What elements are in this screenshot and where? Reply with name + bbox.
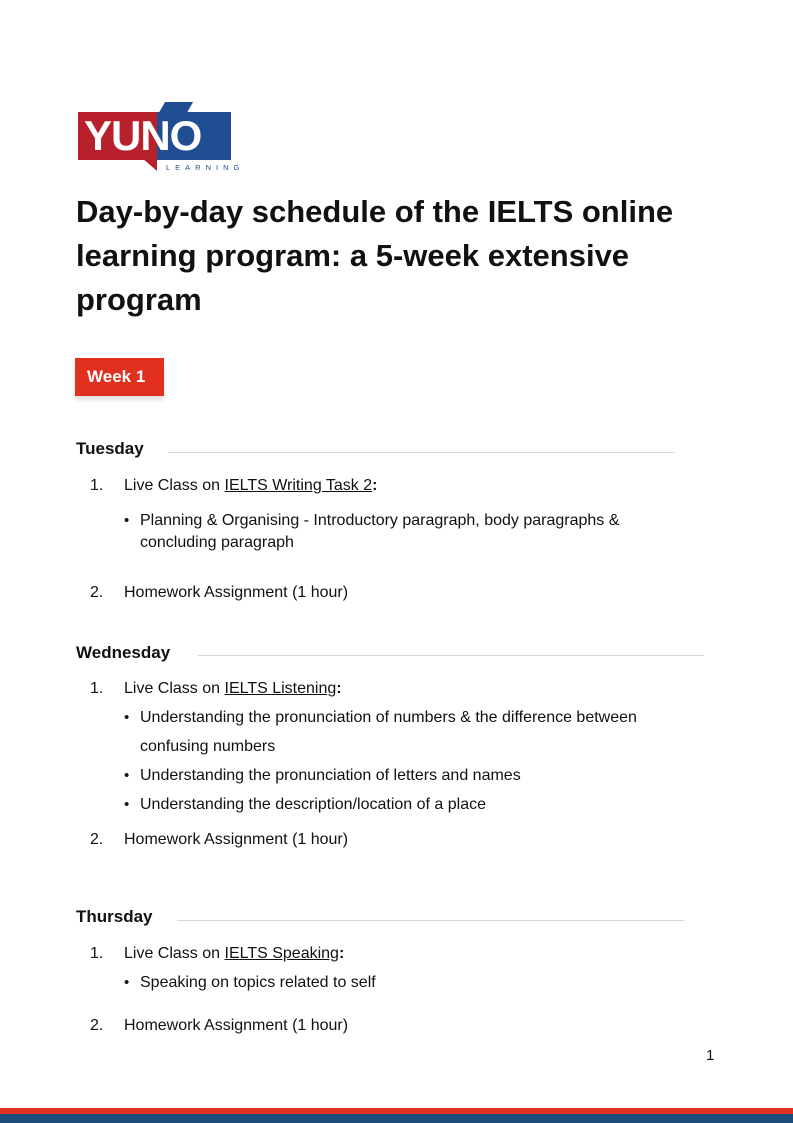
item-colon: : (336, 680, 342, 697)
bullet-text-continued: concluding paragraph (140, 534, 294, 551)
list-item-homework: Homework Assignment (1 hour) (124, 1017, 349, 1034)
item-colon: : (372, 477, 378, 494)
bullet-text: Understanding the pronunciation of numbers & the difference between (140, 709, 637, 726)
bullet-dot: • (124, 796, 130, 813)
item-prefix: Live Class on (124, 945, 225, 962)
list-item-live-class (124, 945, 344, 963)
list-number: 1. (90, 945, 104, 962)
day-divider (177, 920, 684, 921)
bullet-dot: • (124, 974, 130, 991)
list-item-homework: Homework Assignment (1 hour) (124, 831, 349, 848)
logo-brand-text: YUNO (84, 112, 202, 159)
day-heading-thursday: Thursday (76, 907, 153, 926)
day-divider (198, 655, 704, 656)
day-divider (168, 452, 675, 453)
ielts-writing-task-2-link[interactable]: IELTS Writing Task 2 (224, 477, 373, 494)
day-heading-tuesday: Tuesday (76, 439, 144, 458)
ielts-speaking-link[interactable]: IELTS Speaking (224, 945, 339, 962)
logo-speech-tail (142, 158, 157, 171)
bullet-dot: • (124, 512, 130, 529)
list-item-live-class (124, 477, 377, 495)
list-item-homework: Homework Assignment (1 hour) (124, 584, 349, 601)
list-number: 2. (90, 1017, 104, 1034)
bullet-text: Planning & Organising - Introductory paragraph, body paragraphs & (140, 512, 620, 529)
item-colon: : (338, 945, 345, 962)
logo-sub-text: LEARNING (166, 163, 245, 172)
bullet-text: Speaking on topics related to self (140, 974, 376, 991)
footer-blue-stripe (0, 1114, 793, 1123)
item-prefix: Live Class on (124, 477, 225, 494)
bullet-dot: • (124, 709, 130, 726)
page-title: Day-by-day schedule of the IELTS online learning program: a 5-week extensive program (76, 194, 674, 317)
list-item-live-class (124, 680, 342, 698)
ielts-listening-link[interactable]: IELTS Listening (224, 680, 337, 697)
list-number: 1. (90, 477, 104, 494)
bullet-dot: • (124, 767, 130, 784)
bullet-text-continued: confusing numbers (140, 738, 276, 755)
list-number: 2. (90, 584, 104, 601)
bullet-text: Understanding the pronunciation of letters and names (140, 767, 521, 784)
bullet-text: Understanding the description/location of a place (140, 796, 486, 813)
list-number: 1. (90, 680, 104, 697)
list-number: 2. (90, 831, 104, 848)
day-heading-wednesday: Wednesday (76, 643, 171, 662)
yuno-logo (78, 100, 245, 176)
week-badge: Week 1 (75, 358, 164, 396)
page-number: 1 (706, 1047, 715, 1064)
item-prefix: Live Class on (124, 680, 225, 697)
